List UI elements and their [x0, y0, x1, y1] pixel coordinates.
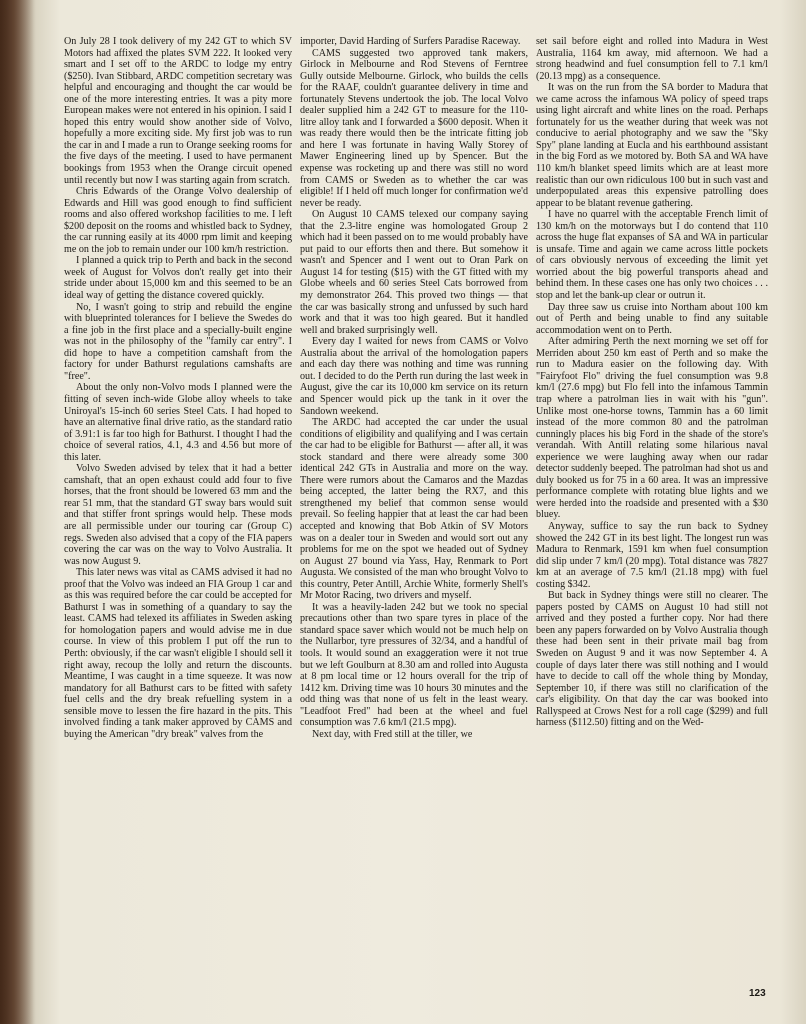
- paragraph: set sail before eight and rolled into Madura in West Australia, 1164 km away, mid afternoon. We had a strong headwind and fuel consumption fell to 7.1 km/l (20.13 mpg) as a consequence.: [536, 36, 768, 82]
- text-column-3: [536, 36, 768, 729]
- paragraph: The ARDC had accepted the car under the usual conditions of eligibility and qualifying and I was certain the car had to be eligible for Bathurst — after all, it was stock standard and there were already some 300 identical 242 GTs in Australia and more on the way. There were rumors about the Camaros and the Mazdas being accepted, the latter being the RX7, and this strengthened my belief that common sense would prevail. So feeling happier that at least the car had been accepted and knowing that Bob Atkin of SV Motors was on a dealer tour in Sweden and would sort out any problems for me on the spot we headed out of Sydney on August 27 bound via Yass, Hay, Renmark to Port Augusta. We consisted of the man who brought Volvo to this country, Peter Antill, Archie White, formerly Shell's Mr Motor Racing, two drivers and myself.: [300, 417, 528, 602]
- binding-gutter: [0, 0, 36, 1024]
- paragraph: This later news was vital as CAMS advised it had no proof that the Volvo was indeed an FIA Group 1 car and as this was required before the car could be accepted for Bathurst I was in something of a quandary to say the least. CAMS had telexed its affiliates in Sweden asking for homologation papers and would advise me in due course. In view of this problem I put off the run to Perth: obviously, if the car wasn't eligible I should sell it right away, recoup the lolly and return the discounts. Meantime, I was caught in a time squeeze. It was now mandatory for all Bathurst cars to be fitted with safety fuel cells and the dry break refuelling system in a sensible move to lessen the fire hazard in the pits. This involved finding a tank maker approved by CAMS and buying the American "dry break" valves from the: [64, 567, 292, 740]
- paragraph: Next day, with Fred still at the tiller, we: [312, 728, 473, 740]
- paragraph: But back in Sydney things were still no clearer. The papers posted by CAMS on August 10 had still not arrived and they posted a further copy. Nor had there been any papers forwarded on by Volvo Australia though these had been sent in their private mail bag from Sweden on August 9 and it was now September 4. A couple of days later there was still nothing and I would have to decide to call off the whole thing by Monday, September 10, if there was still no clarification of the car's eligibility. On that day the car was booked into Rallyspeed at Crows Nest for a roll cage ($299) and full harness ($112.50) fitting and on the Wed-: [536, 590, 768, 729]
- paragraph: Volvo Sweden advised by telex that it had a better camshaft, that an open exhaust could add four to five horses, that the front should be lowered 63 mm and the rear 51 mm, that the standard GT sway bars would suit and that stiffer front springs would help. These mods are all permissible under our touring car (Group C) regs. Sweden also advised that a copy of the FIA papers covering the car was on the way to Volvo Australia. It was now August 9.: [64, 463, 292, 567]
- paragraph: importer, David Harding of Surfers Paradise Raceway.: [300, 36, 521, 47]
- page-number: 123: [749, 988, 766, 999]
- text-column-2: [300, 36, 528, 740]
- paragraph: After admiring Perth the next morning we set off for Merriden about 250 km east of Perth and so make the run to Madura easier on the following day. With "Fairyfoot Flo" driving the fuel consumption was 9.8 km/l (27.6 mpg) but Flo fell into the infamous Tammin trap where a patrolman lies in wait with his "gun". Unlike most one-horse towns, Tammin has a 60 limit instead of the more common 80 and the patrolman cunningly places his big Ford in the shade of the store's verandah. With Antill relating some hilarious naval experience we were laughing away when our radar detector suddenly beeped. The patrolman had shot us and duly booked us for 75 in a 60 area. It was an impressive performance complete with rotating blue lights and we were herded into the roadside and presented with a $30 bluey.: [536, 336, 768, 521]
- paragraph: Chris Edwards of the Orange Volvo dealership of Edwards and Hill was good enough to find sufficient rooms and also offered workshop facilities to me. I left $200 deposit on the rooms and whistled back to Sydney, the car running easily at its 4000 rpm limit and keeping me on the job to remain under our 100 km/h restriction.: [64, 186, 292, 255]
- paragraph: I planned a quick trip to Perth and back in the second week of August for Volvos don't really get into their stride under about 15,000 km and this seemed to be an ideal way of getting the distance covered quickly.: [64, 255, 292, 302]
- paragraph: On August 10 CAMS telexed our company saying that the 2.3-litre engine was homologated Group 2 which had it been passed on to me would probably have put paid to our efforts then and there. But somehow it wasn't and Spencer and I went out to Oran Park on August 14 for testing ($15) with the GT fitted with my Globe wheels and 60 series Steel Cats borrowed from my demonstrator 264. This proved two things — that the car was basically strong and unfussed by such hard work and that it was too high geared. But it handled well and braked surprisingly well.: [300, 209, 528, 336]
- paragraph: Day three saw us cruise into Northam about 100 km out of Perth and being unable to find any suitable accommodation went on to Perth.: [536, 301, 768, 336]
- paragraph: On July 28 I took delivery of my 242 GT to which SV Motors had affixed the plates SVM 222. It looked very smart and I set off to the ARDC to lodge my entry ($250). Ivan Stibbard, ARDC competition secretary was helpful and encouraging and thought the car would be one of the more interesting entries. It was a pity more European makes were not entered in his opinion. I said I hoped this entry would show another side of Volvo, hopefully a more exciting side. My first job was to run the car in and I made a run to Orange seeking rooms for the five days of the meeting. I used to have permanent bookings from 1953 when the Orange circuit opened until recently but now I was starting again from scratch.: [64, 36, 292, 186]
- paragraph: About the only non-Volvo mods I planned were the fitting of seven inch-wide Globe alloy wheels to take Uniroyal's 15-inch 60 series Steel Cats. I had hoped to have an alternative final drive ratio, as the standard ratio of 3.91:1 is far too high for Bathurst. I thought I had the choice of several ratios, 4.1, 4.3 and 4.56 but more of this later.: [64, 382, 292, 463]
- paragraph: I have no quarrel with the acceptable French limit of 130 km/h on the motorways but I do contend that 110 across the huge flat expanses of SA and WA in particular is unsafe. Time and again we came across little pockets of cars obviously nervous of exceeding the limit yet worried about the big powerful transports ahead and behind them. In these cases one has only two choices . . . stop and let the bank-up clear or outrun it.: [536, 209, 768, 302]
- paragraph: Anyway, suffice to say the run back to Sydney showed the 242 GT in its best light. The longest run was Madura to Renmark, 1591 km when fuel consumption did slip under 7 km/l (20 mpg). Total distance was 7827 km at an average of 7.5 km/l (21.18 mpg) with fuel costing $342.: [536, 520, 768, 590]
- paragraph: No, I wasn't going to strip and rebuild the engine with blueprinted tolerances for I believe the Swedes do a fine job in the first place and a specially-built engine was not in the philosophy of the "family car entry". I did hope to have a competition camshaft from the factory for under Bathurst regulations camshafts are "free".: [64, 301, 292, 382]
- paragraph: Every day I waited for news from CAMS or Volvo Australia about the arrival of the homologation papers and each day there was nothing and time was running out. I decided to do the Perth run during the last week in August, give the car its 10,000 km service on its return and Spencer would pick up the tank in it over the Sandown weekend.: [300, 336, 528, 417]
- text-column-1: [64, 36, 292, 740]
- paragraph: It was a heavily-laden 242 but we took no special precautions other than two spare tyres in place of the standard space saver which would not be much help on the Nullarbor, tyre pressures of 32/34, and a handful of tools. It would sound an exaggeration were it not true but we left Goulburn at 8.30 am and rolled into Augusta at 8 pm local time or 12 hours overall for the trip of 1412 km. Driving time was 10 hours 30 minutes and the odd thing was that none of us felt in the least weary. "Leadfoot Fred" had been at the wheel and fuel consumption was 7.6 km/l (21.5 mpg).: [300, 601, 528, 729]
- paragraph: CAMS suggested two approved tank makers, Girlock in Melbourne and Rod Stevens of Ferntree Gully outside Melbourne. Girlock, who builds the cells for the RAAF, couldn't guarantee delivery in time and fortunately Stevens undertook the job. The local Volvo dealer supplied him a 242 GT to measure for the 110-litre alloy tank and I forwarded a $600 deposit. When it was ready there would then be the intricate fitting job and here I was fortunate in having Wally Storey of Mawer Engineering lined up by Spencer. But the expense was rocketing up and there was still no word from CAMS or Sweden as to whether the car was eligible! If I held off much longer for confirmation we'd never be ready.: [300, 47, 528, 209]
- paragraph: It was on the run from the SA border to Madura that we came across the infamous WA policy of speed traps using light aircraft and white lines on the road. Perhaps fortunately for us the weather during that week was not conducive to aerial photography and we saw the "Sky Spy" plane landing at Eucla and his earthbound assistant in the big Ford as we motored by. Both SA and WA have 110 km/h blanket speed limits which are at least more realistic than our own ridiculous 100 but in such vast and underpopulated areas this expensive patrolling does appear to be blatant revenue gathering.: [536, 82, 768, 209]
